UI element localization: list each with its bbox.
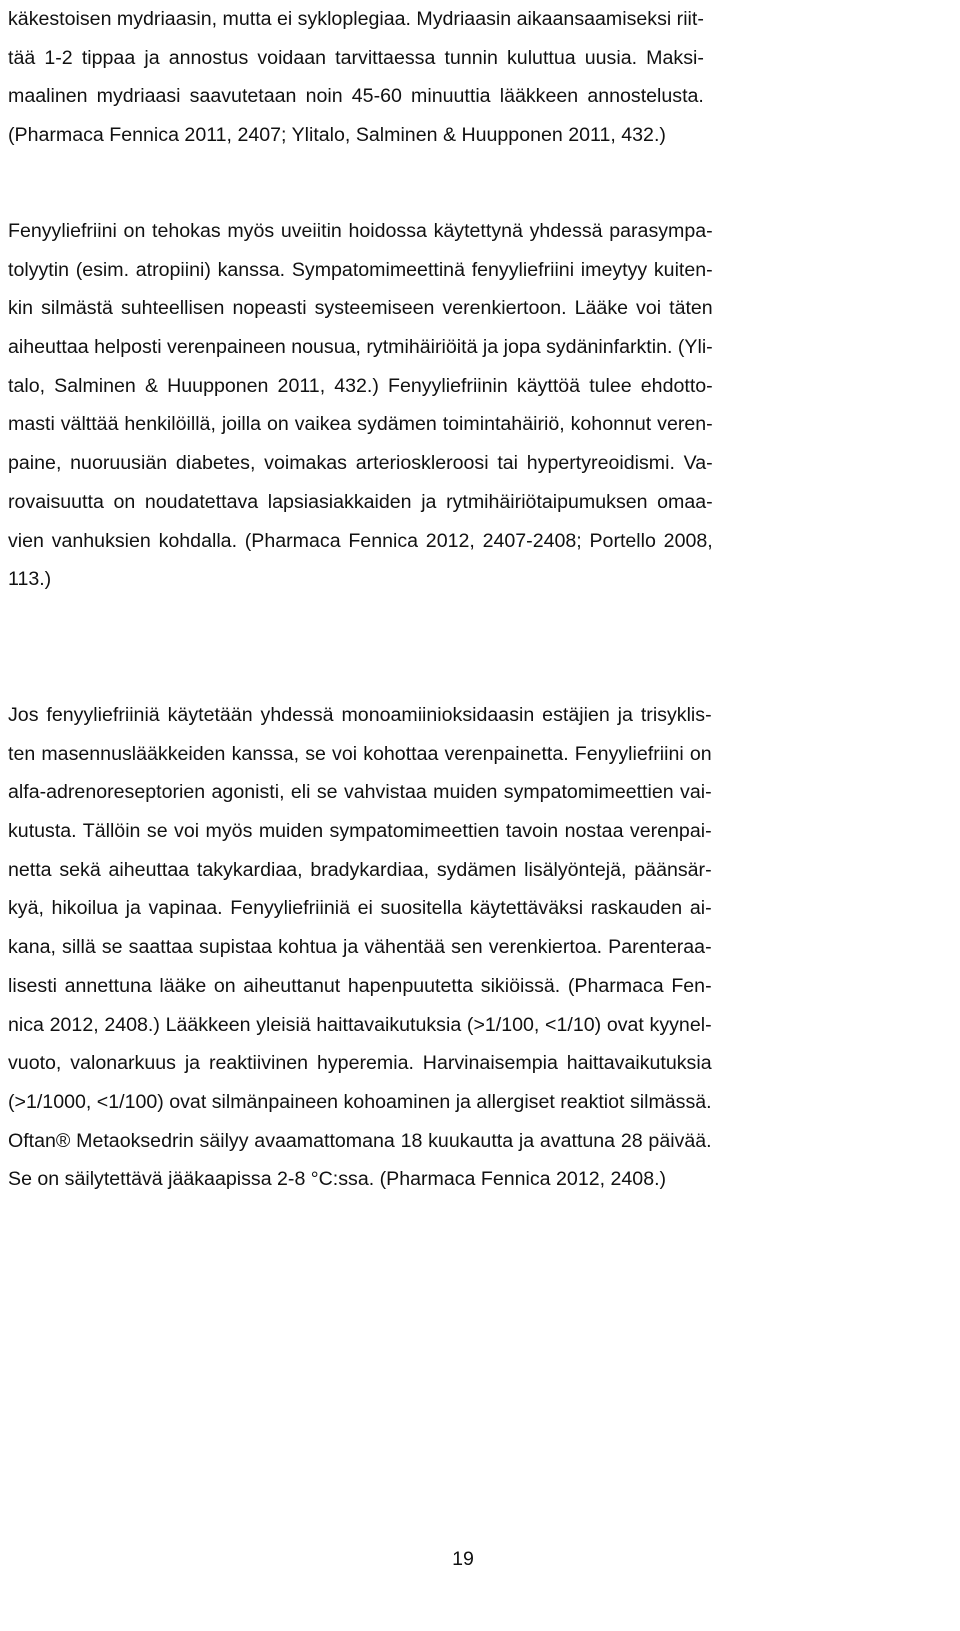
- text-line: maalinen mydriaasi saavutetaan noin 45-60 minuuttia lääkkeen annostelusta.: [8, 85, 704, 108]
- text-line: (>1/1000, <1/100) ovat silmänpaineen kohoaminen ja allergiset reaktiot silmässä.: [8, 1090, 712, 1113]
- text-line: aiheuttaa helposti verenpaineen nousua, rytmihäiriöitä ja jopa sydäninfarktin. (Yli-: [8, 336, 713, 359]
- text-line: kin silmästä suhteellisen nopeasti systeemiseen verenkiertoon. Lääke voi täten: [8, 297, 713, 320]
- text-line: masti välttää henkilöillä, joilla on vaikea sydämen toimintahäiriö, kohonnut veren-: [8, 413, 713, 436]
- text-line: talo, Salminen & Huupponen 2011, 432.) Fenyyliefriinin käyttöä tulee ehdotto-: [8, 374, 713, 397]
- text-line: käkestoisen mydriaasin, mutta ei sykloplegiaa. Mydriaasin aikaansaamiseksi riit-: [8, 8, 704, 30]
- text-line: alfa-adrenoreseptorien agonisti, eli se vahvistaa muiden sympatomimeettien vai-: [8, 781, 712, 804]
- paragraph-2: [8, 212, 713, 599]
- page-number: 19: [452, 1548, 474, 1570]
- text-line: paine, nuoruusiän diabetes, voimakas arterioskleroosi tai hypertyreoidismi. Va-: [8, 452, 713, 475]
- text-line: tolyytin (esim. atropiini) kanssa. Sympatomimeettinä fenyyliefriini imeytyy kuiten-: [8, 258, 713, 281]
- text-line: tää 1-2 tippaa ja annostus voidaan tarvittaessa tunnin kuluttua uusia. Maksi-: [8, 46, 704, 69]
- text-line: kana, sillä se saattaa supistaa kohtua ja vähentää sen verenkiertoa. Parenteraa-: [8, 936, 712, 959]
- text-line: lisesti annettuna lääke on aiheuttanut hapenpuutetta sikiöissä. (Pharmaca Fen-: [8, 974, 712, 997]
- text-line: nica 2012, 2408.) Lääkkeen yleisiä haittavaikutuksia (>1/100, <1/10) ovat kyynel-: [8, 1013, 712, 1036]
- text-line: vien vanhuksien kohdalla. (Pharmaca Fennica 2012, 2407-2408; Portello 2008,: [8, 529, 713, 552]
- text-line: 113.): [8, 568, 52, 591]
- paragraph-3: [8, 696, 712, 1199]
- text-line: (Pharmaca Fennica 2011, 2407; Ylitalo, Salminen & Huupponen 2011, 432.): [8, 124, 666, 147]
- text-line: Jos fenyyliefriiniä käytetään yhdessä monoamiinioksidaasin estäjien ja trisyklis-: [8, 704, 712, 726]
- text-line: ten masennuslääkkeiden kanssa, se voi kohottaa verenpainetta. Fenyyliefriini on: [8, 742, 712, 765]
- text-line: Oftan® Metaoksedrin säilyy avaamattomana 18 kuukautta ja avattuna 28 päivää.: [8, 1129, 712, 1152]
- text-line: vuoto, valonarkuus ja reaktiivinen hyperemia. Harvinaisempia haittavaikutuksia: [8, 1052, 712, 1075]
- text-line: kutusta. Tällöin se voi myös muiden sympatomimeettien tavoin nostaa verenpai-: [8, 820, 712, 843]
- text-line: Se on säilytettävä jääkaapissa 2-8 °C:ssa. (Pharmaca Fennica 2012, 2408.): [8, 1168, 667, 1191]
- paragraph-1: [8, 0, 704, 155]
- text-line: netta sekä aiheuttaa takykardiaa, bradykardiaa, sydämen lisälyöntejä, päänsär-: [8, 858, 712, 881]
- text-line: Fenyyliefriini on tehokas myös uveiitin hoidossa käytettynä yhdessä parasympa-: [8, 220, 713, 242]
- text-line: rovaisuutta on noudatettava lapsiasiakkaiden ja rytmihäiriötaipumuksen omaa-: [8, 490, 713, 513]
- text-line: kyä, hikoilua ja vapinaa. Fenyyliefriiniä ei suositella käytettäväksi raskauden ai-: [8, 897, 712, 920]
